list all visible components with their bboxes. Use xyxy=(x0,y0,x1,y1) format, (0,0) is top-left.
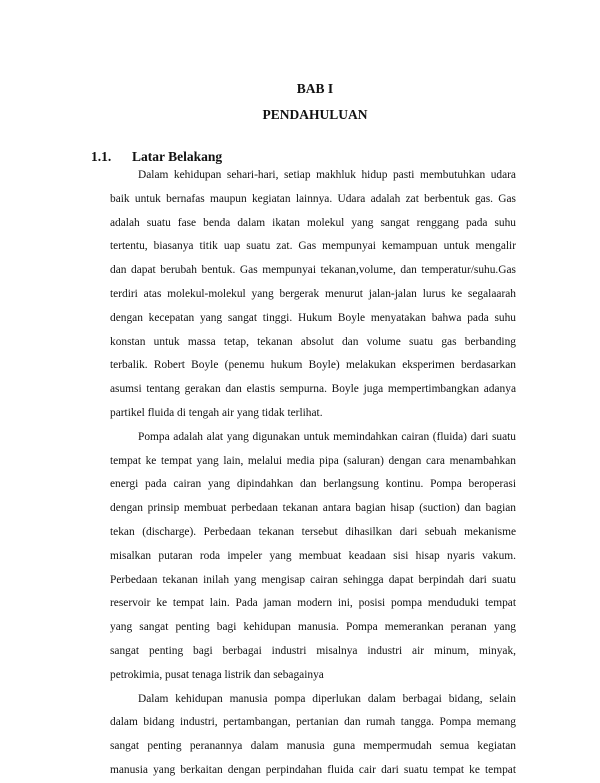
paragraph-line: dengan kecepatan yang sangat tinggi. Hukum Boyle menyatakan bahwa pada suhu xyxy=(110,311,516,324)
paragraph-line: terbalik. Robert Boyle (penemu hukum Boyle) melakukan eksperimen berdasarkan xyxy=(110,359,516,372)
section-number: 1.1. xyxy=(91,149,112,164)
paragraph-line: tertentu, biasanya titik uap suatu zat. Gas mempunyai kemampuan untuk mengalir xyxy=(110,240,516,253)
paragraph-line: energi pada cairan yang dipindahkan dan berlangsung kontinu. Pompa beroperasi xyxy=(110,478,516,491)
paragraph-line: Dalam kehidupan manusia pompa diperlukan dalam berbagai bidang, selain xyxy=(138,692,516,705)
paragraph-line: petrokimia, pusat tenaga listrik dan sebagainya xyxy=(110,668,324,681)
paragraph-line: asumsi tentang gerakan dan elastis sempurna. Boyle juga mempertimbangkan adanya xyxy=(110,383,516,396)
paragraph-line: tempat ke tempat yang lain, melalui media pipa (saluran) dengan cara menambahkan xyxy=(110,454,516,467)
paragraph-line: misalkan putaran roda impeler yang membuat keadaan sisi hisap nyaris vakum. xyxy=(110,549,516,562)
paragraph-line: dan dapat berubah bentuk. Gas mempunyai tekanan,volume, dan temperatur/suhu.Gas xyxy=(110,264,516,277)
paragraph-line: Pompa adalah alat yang digunakan untuk memindahkan cairan (fluida) dari suatu xyxy=(138,430,516,443)
paragraph-line: Perbedaan tekanan inilah yang mengisap cairan sehingga dapat berpindah dari suatu xyxy=(110,573,516,586)
paragraph-line: terdiri atas molekul-molekul yang bergerak menurut jalan-jalan lurus ke segalaarah xyxy=(110,287,516,300)
paragraph-3 xyxy=(110,688,516,783)
paragraph-line: baik untuk bernafas maupun kegiatan lainnya. Udara adalah zat berbentuk gas. Gas xyxy=(110,192,516,205)
paragraph-1 xyxy=(110,164,516,426)
paragraph-line: dengan prinsip membuat perbedaan tekanan antara bagian hisap (suction) dan bagian xyxy=(110,502,516,515)
paragraph-line: Dalam kehidupan sehari-hari, setiap makhluk hidup pasti membutuhkan udara xyxy=(138,169,516,181)
paragraph-line: sangat penting peranannya dalam manusia guna mempermudah semua kegiatan xyxy=(110,740,516,753)
body-text xyxy=(110,164,516,783)
paragraph-line: yang sangat penting bagi kehidupan manusia. Pompa memerankan peranan yang xyxy=(110,621,516,634)
paragraph-line: manusia yang berkaitan dengan perpindahan fluida cair dari suatu tempat ke tempat xyxy=(110,763,516,776)
paragraph-line: konstan untuk massa tetap, tekanan absolut dan volume suatu gas berbanding xyxy=(110,335,516,348)
chapter-title: PENDAHULUAN xyxy=(262,107,368,122)
paragraph-2 xyxy=(110,426,516,688)
paragraph-line: reservoir ke tempat lain. Pada jaman modern ini, posisi pompa menduduki tempat xyxy=(110,597,516,610)
paragraph-line: dalam bidang industri, pertambangan, pertanian dan rumah tangga. Pompa memang xyxy=(110,716,516,729)
paragraph-line: adalah suatu fase benda dalam ikatan molekul yang sangat renggang pada suhu xyxy=(110,216,516,229)
paragraph-line: partikel fluida di tengah air yang tidak terlihat. xyxy=(110,406,323,419)
paragraph-line: sangat penting bagi berbagai industri misalnya industri air minum, minyak, xyxy=(110,644,516,657)
paragraph-line: tekan (discharge). Perbedaan tekanan tersebut dihasilkan dari sebuah mekanisme xyxy=(110,525,516,538)
chapter-number: BAB I xyxy=(296,81,334,96)
section-title: Latar Belakang xyxy=(132,149,223,164)
